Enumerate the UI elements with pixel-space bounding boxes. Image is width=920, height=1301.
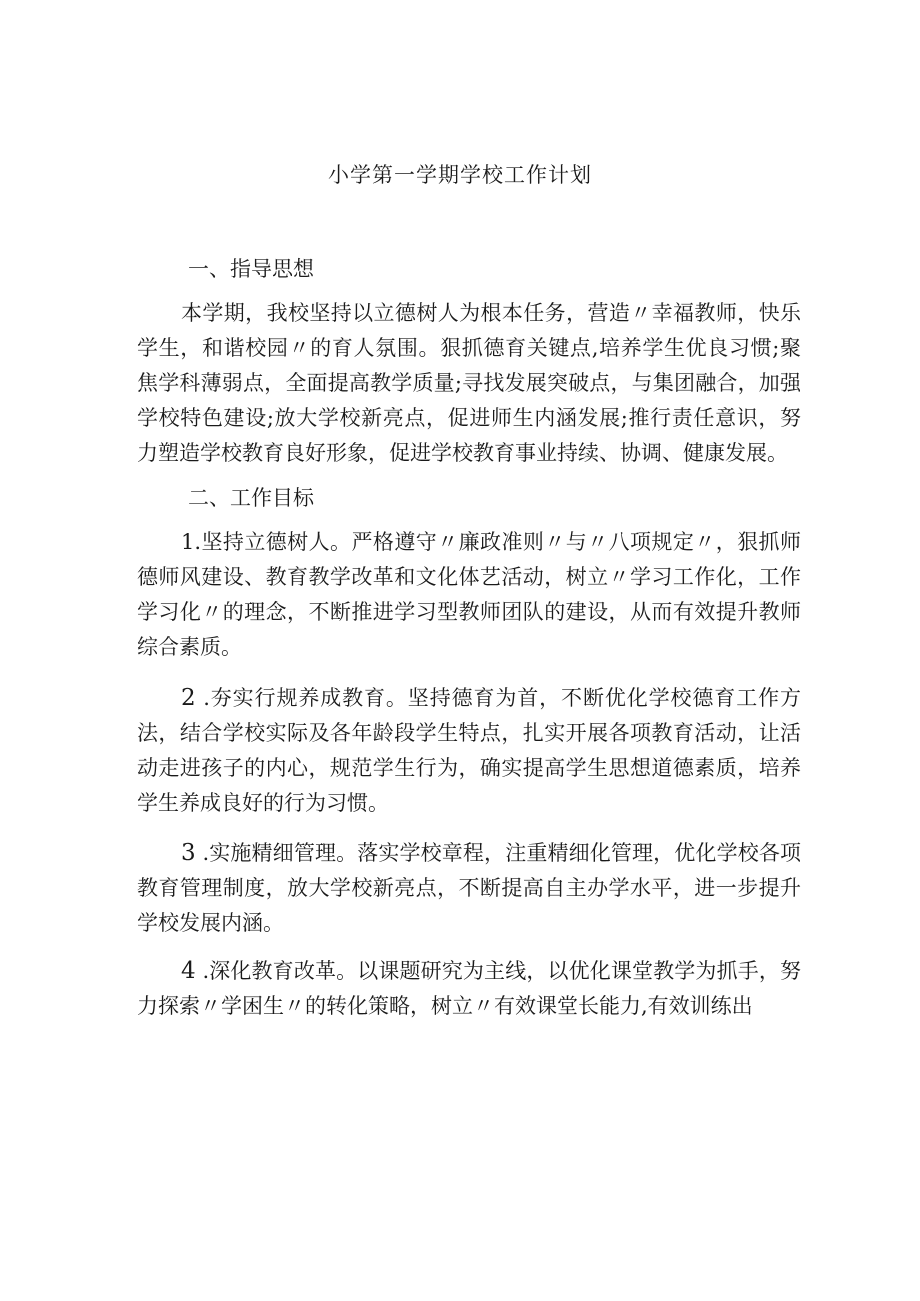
goal-item-3	[137, 836, 801, 941]
document-title: 小学第一学期学校工作计划	[328, 163, 592, 187]
goal-item-1	[137, 525, 801, 665]
goal-item-3-text: .实施精细管理。落实学校章程，注重精细化管理，优化学校各项教育管理制度，放大学校新亮点，不断提高自主办学水平，进一步提升学校发展内涵。	[137, 841, 801, 935]
goal-item-1-number: 1	[181, 530, 195, 554]
goal-item-2-number: 2	[181, 685, 196, 711]
goal-item-4-number: 4	[181, 958, 196, 984]
goal-item-2	[137, 681, 801, 821]
document-body	[137, 252, 801, 1024]
goal-item-1-text: .坚持立德树人。严格遵守〃廉政准则〃与〃八项规定〃，狠抓师德师风建设、教育教学改革和文化体艺活动，树立〃学习工作化，工作学习化〃的理念，不断推进学习型教师团队的建设，从而有效提升教师综合素质。	[137, 530, 801, 659]
goal-item-4	[137, 954, 801, 1024]
goal-item-3-number: 3	[181, 840, 196, 866]
goal-item-4-text: .深化教育改革。以课题研究为主线，以优化课堂教学为抓手，努力探索〃学困生〃的转化策略，树立〃有效课堂长能力,有效训练出	[137, 959, 801, 1018]
goal-item-2-text: .夯实行规养成教育。坚持德育为首，不断优化学校德育工作方法，结合学校实际及各年龄段学生特点，扎实开展各项教育活动，让活动走进孩子的内心，规范学生行为，确实提高学生思想道德素质，培养学生养成良好的行为习惯。	[137, 686, 801, 815]
guiding-ideology-paragraph: 本学期，我校坚持以立德树人为根本任务，营造〃幸福教师，快乐学生，和谐校园〃的育人氛围。狠抓德育关键点,培养学生优良习惯;聚焦学科薄弱点，全面提高教学质量;寻找发展突破点，与集团融合，加强学校特色建设;放大学校新亮点，促进师生内涵发展;推行责任意识，努力塑造学校教育良好形象，促进学校教育事业持续、协调、健康发展。	[137, 301, 801, 465]
section-heading-guiding-ideology: 一、指导思想	[188, 257, 314, 281]
section-heading-work-goals: 二、工作目标	[188, 486, 314, 510]
